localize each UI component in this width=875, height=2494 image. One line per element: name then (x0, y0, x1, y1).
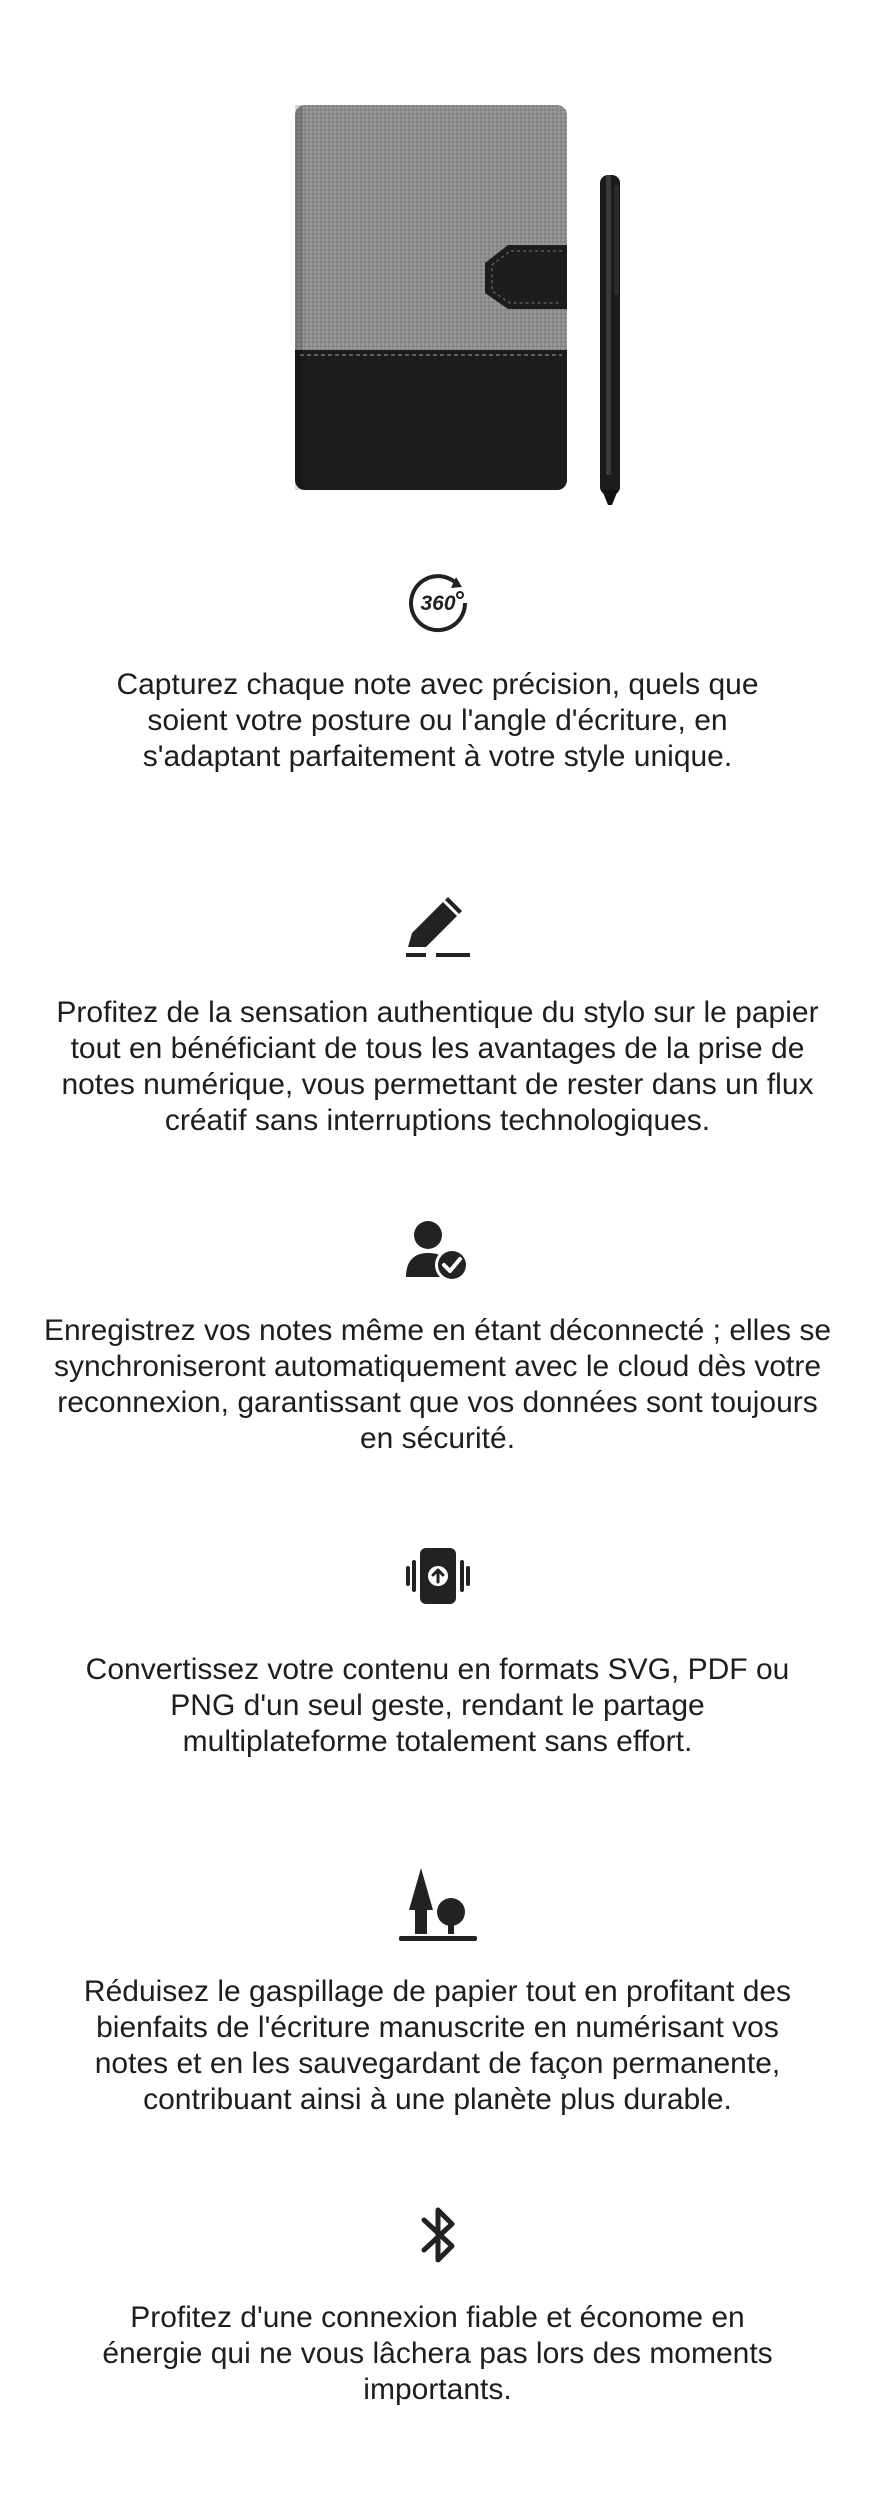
feature-offline-sync (0, 1215, 875, 1457)
feature-eco (0, 1862, 875, 2118)
pencil-write-icon (398, 885, 478, 965)
user-check-icon (402, 1215, 474, 1287)
notebook-clasp (485, 245, 567, 309)
smart-pen (600, 175, 620, 505)
feature-text: Réduisez le gaspillage de papier tout en profitant des bienfaits de l'écriture manuscrite en numérisant vos notes et en les sauvegardant de façon permanente, contribuant ainsi à une planète plus durable. (83, 1975, 792, 2116)
feature-text: Capturez chaque note avec précision, quels que soient votre posture ou l'angle d'écriture, en s'adaptant parfaitement à votre style unique. (116, 668, 759, 773)
notebook-cover-leather (295, 350, 567, 490)
bluetooth-icon (408, 2200, 468, 2270)
feature-text: Enregistrez vos notes même en étant déconnecté ; elles se synchroniseront automatiquement avec le cloud dès votre reconnexion, garantissant que vos données sont toujours en sécurité. (43, 1314, 832, 1455)
product-image-notebook-pen (290, 95, 650, 515)
feature-bluetooth (0, 2200, 875, 2408)
feature-text: Profitez d'une connexion fiable et économe en énergie qui ne vous lâchera pas lors des moments importants. (102, 2301, 773, 2406)
feature-text: Profitez de la sensation authentique du stylo sur le papier tout en bénéficiant de tous les avantages de la prise de notes numérique, vous permettant de rester dans un flux créatif sans interruptions technologiques. (56, 996, 819, 1137)
feature-360-capture (0, 565, 875, 775)
svg-text:360: 360 (419, 592, 456, 615)
feature-export-formats (0, 1540, 875, 1760)
360-rotation-icon (402, 565, 474, 637)
feature-text: Convertissez votre contenu en formats SVG, PDF ou PNG d'un seul geste, rendant le partage multiplateforme totalement sans effort. (85, 1653, 790, 1758)
export-upload-icon (402, 1540, 474, 1612)
feature-natural-writing (0, 885, 875, 1139)
tree-eco-icon (393, 1862, 483, 1952)
